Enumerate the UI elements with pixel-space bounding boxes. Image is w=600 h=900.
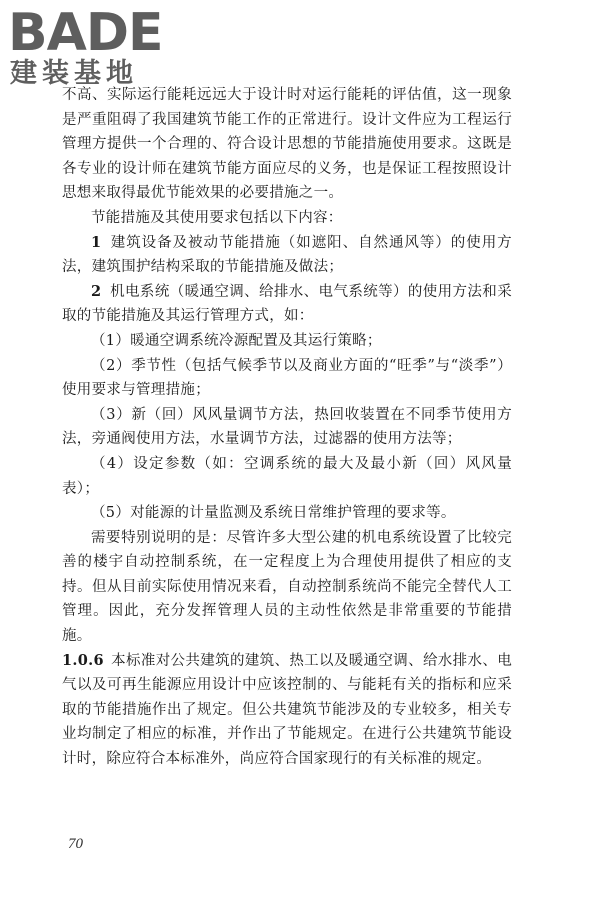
paragraph-text: （3）新（回）风风量调节方法，热回收装置在不同季节使用方法，旁通阀使用方法，水量调节方法，过滤器的使用方法等； [62,406,512,448]
paragraph-text: 本标准对公共建筑的建筑、热工以及暖通空调、给水排水、电气以及可再生能源应用设计中应该控制的、与能耗有关的指标和应采取的节能措施作出了规定。但公共建筑节能涉及的专业较多，相关专业均制定了相应的标准，并作出了节能规定。在进行公共建筑节能设计时，除应符合本标准外，尚应符合国家现行的有关标准的规定。 [62,652,512,768]
list-item-1 [62,231,512,280]
paragraph-text: （2）季节性（包括气候季节以及商业方面的“旺季”与“淡季”）使用要求与管理措施； [62,357,512,399]
clause-1-0-6 [62,649,512,772]
paragraph-note [62,526,512,649]
paragraph-text: 机电系统（暖通空调、给排水、电气系统等）的使用方法和采取的节能措施及其运行管理方式，如： [62,283,512,325]
paragraph-text: 节能措施及其使用要求包括以下内容： [91,209,343,226]
page-number: 70 [68,836,83,852]
paragraph-continuation [62,83,512,206]
logo-wordmark: BADE [8,3,163,63]
sub-item-5 [62,501,512,526]
paragraph-intro [62,206,512,231]
bade-logo [8,4,183,94]
sub-item-2 [62,354,512,403]
page-body [62,83,512,772]
clause-number: 1.0.6 [62,651,104,669]
sub-item-4 [62,452,512,501]
paragraph-text: 建筑设备及被动节能措施（如遮阳、自然通风等）的使用方法，建筑围护结构采取的节能措施及做法； [62,234,512,276]
list-item-2 [62,280,512,329]
paragraph-text: 不高、实际运行能耗远远大于设计时对运行能耗的评估值，这一现象是严重阻碍了我国建筑节能工作的正常进行。设计文件应为工程运行管理方提供一个合理的、符合设计思想的节能措施使用要求。这既是各专业的设计师在建筑节能方面应尽的义务，也是保证工程按照设计思想来取得最优节能效果的必要措施之一。 [62,87,512,202]
paragraph-text: （5）对能源的计量监测及系统日常维护管理的要求等。 [91,505,456,522]
logo-subtitle: 建装基地 [10,58,138,89]
item-number: 2 [91,282,102,300]
paragraph-text: （4）设定参数（如：空调系统的最大及最小新（回）风风量表）； [62,455,512,497]
item-number: 1 [91,233,102,251]
paragraph-text: 需要特别说明的是：尽管许多大型公建的机电系统设置了比较完善的楼宇自动控制系统，在一定程度上为合理使用提供了相应的支持。但从目前实际使用情况来看，自动控制系统尚不能完全替代人工管理。因此，充分发挥管理人员的主动性依然是非常重要的节能措施。 [62,529,512,645]
sub-item-3 [62,403,512,452]
paragraph-text: （1）暖通空调系统冷源配置及其运行策略； [91,332,382,349]
sub-item-1 [62,329,512,354]
